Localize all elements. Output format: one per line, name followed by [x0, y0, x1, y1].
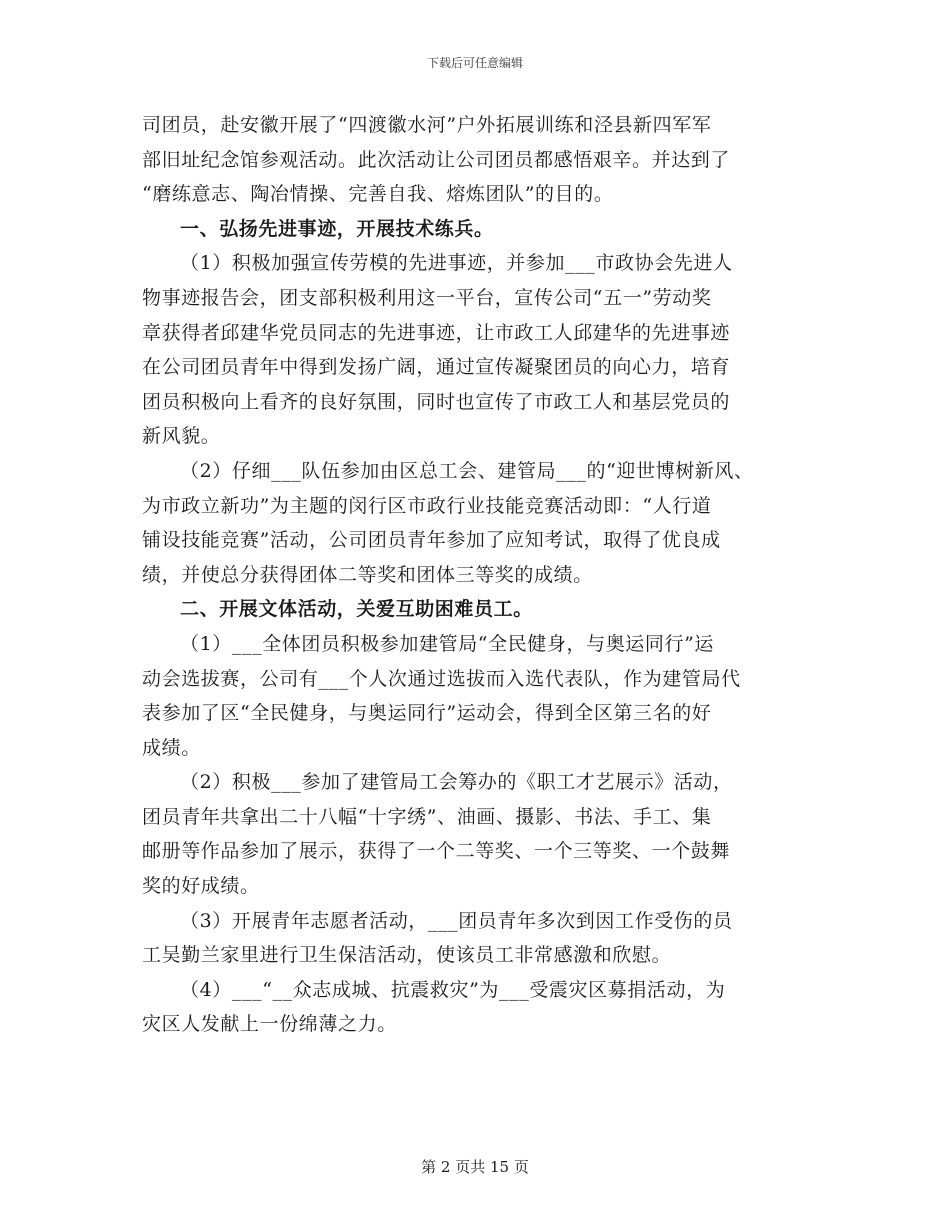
paragraph-2-1: （1）___全体团员积极参加建管局“全民健身，与奥运同行”运 动会选拔赛，公司有___个人次通过选拔而入选代表队，作为建管局代 表参加了区“全民健身，与奥运同行”运动会，得到全区第三名的好 成绩。 [142, 632, 741, 759]
paragraph-1-2: （2）仔细___队伍参加由区总工会、建管局___的“迎世博树新风、 为市政立新功”为主题的闵行区市政行业技能竞赛活动即：“人行道 铺设技能竞赛”活动，公司团员青年参加了应知考试，取得了优良成 绩，并使总分获得团体二等奖和团体三等奖的成绩。 [142, 459, 754, 586]
page-number: 第 2 页共 15 页 [421, 1158, 529, 1176]
paragraph-2-3: （3）开展青年志愿者活动，___团员青年多次到因工作受伤的员 工吴勤兰家里进行卫生保洁活动，使该员工非常感激和欣慰。 [142, 909, 733, 967]
section-heading-1: 一、弘扬先进事迹，开展技术练兵。 [180, 217, 494, 240]
paragraph-2-4: （4）___“__众志成城、抗震救灾”为___受震灾区募捐活动，为 灾区人发献上一份绵薄之力。 [142, 978, 726, 1036]
section-heading-2: 二、开展文体活动，关爱互助困难员工。 [180, 598, 533, 621]
paragraph-intro: 司团员，赴安徽开展了“四渡徽水河”户外拓展训练和泾县新四军军 部旧址纪念馆参观活动。此次活动让公司团员都感悟艰辛。并达到了 “磨练意志、陶冶情操、完善自我、熔炼团队”的目的。 [142, 114, 731, 206]
paragraph-2-2: （2）积极___参加了建管局工会筹办的《职工才艺展示》活动， 团员青年共拿出二十八幅“十字绣”、油画、摄影、书法、手工、集 邮册等作品参加了展示，获得了一个二等奖、一个三等奖、一个鼓舞 奖的好成绩。 [142, 771, 733, 898]
page-header: 下载后可任意编辑 [426, 56, 523, 70]
document-body [142, 108, 810, 1042]
paragraph-1-1: （1）积极加强宣传劳模的先进事迹，并参加___市政协会先进人 物事迹报告会，团支部积极利用这一平台，宣传公司“五一”劳动奖 章获得者邱建华党员同志的先进事迹，让市政工人邱建华的先进事迹 在公司团员青年中得到发扬广阔，通过宣传凝聚团员的向心力，培育 团员积极向上看齐的良好氛围，同时也宣传了市政工人和基层党员的 新风貌。 [142, 252, 733, 448]
